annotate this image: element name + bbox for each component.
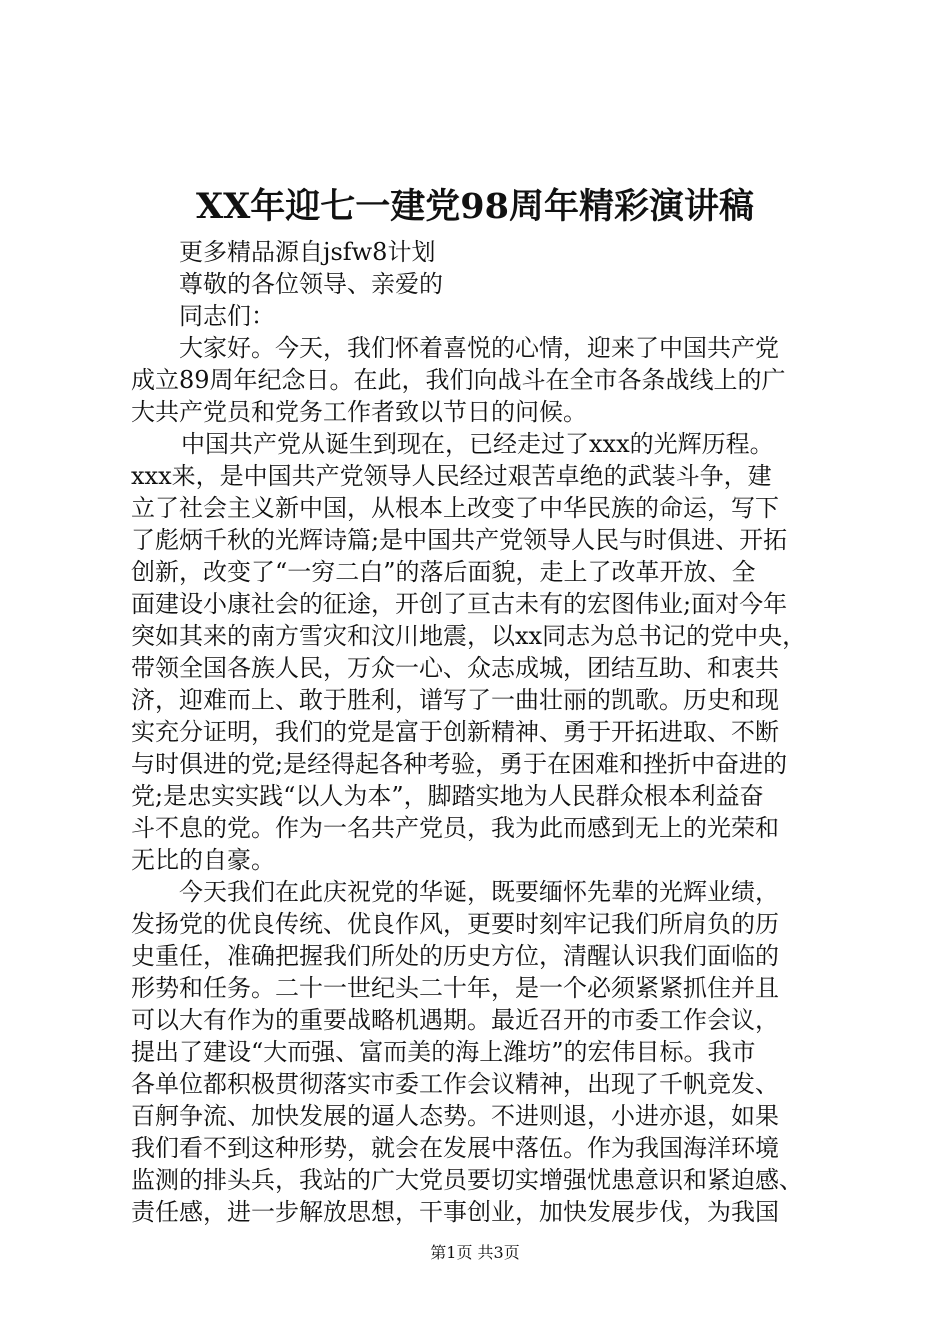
text-line: 发扬党的优良传统、优良作风，更要时刻牢记我们所肩负的历: [131, 910, 779, 938]
text-line: 各单位都积极贯彻落实市委工作会议精神，出现了千帆竞发、: [131, 1070, 779, 1098]
text-line: 今天我们在此庆祝党的华诞，既要缅怀先辈的光辉业绩，: [179, 878, 779, 906]
paragraph-2: [131, 428, 833, 876]
text-line: 实充分证明，我们的党是富于创新精神、勇于开拓进取、不断: [131, 718, 779, 746]
page-footer: 第1页 共3页: [430, 1243, 520, 1262]
paragraph-3: [131, 876, 833, 1228]
text-line: 创新，改变了“一穷二白”的落后面貌，走上了改革开放、全: [131, 558, 756, 586]
text-line: 史重任，准确把握我们所处的历史方位，清醒认识我们面临的: [131, 942, 779, 970]
text-line: 济，迎难而上、敢于胜利，谱写了一曲壮丽的凯歌。历史和现: [131, 686, 779, 714]
text-line: 我们看不到这种形势，就会在发展中落伍。作为我国海洋环境: [131, 1134, 779, 1162]
text-line: 大家好。今天，我们怀着喜悦的心情，迎来了中国共产党: [179, 334, 779, 362]
document-title: XX年迎七一建党98周年精彩演讲稿: [195, 186, 755, 227]
salutation-line: 同志们：: [179, 302, 275, 330]
text-line: 责任感，进一步解放思想，干事创业，加快发展步伐，为我国: [131, 1198, 779, 1226]
intro-line: 更多精品源自jsfw8计划: [179, 238, 436, 266]
text-line: 带领全国各族人民，万众一心、众志成城，团结互助、和衷共: [131, 654, 779, 682]
paragraph-1: [131, 332, 833, 428]
text-line: 中国共产党从诞生到现在，已经走过了xxx的光辉历程。: [181, 430, 774, 458]
text-line: 监测的排头兵，我站的广大党员要切实增强忧患意识和紧迫感、: [131, 1166, 803, 1194]
text-line: 百舸争流、加快发展的逼人态势。不进则退，小进亦退，如果: [131, 1102, 779, 1130]
document-body: [131, 236, 833, 1228]
text-line: 可以大有作为的重要战略机遇期。最近召开的市委工作会议，: [131, 1006, 779, 1034]
text-line: 提出了建设“大而强、富而美的海上潍坊”的宏伟目标。我市: [131, 1038, 756, 1066]
text-line: 了彪炳千秋的光辉诗篇;是中国共产党领导人民与时俱进、开拓: [131, 526, 788, 554]
text-line: 面建设小康社会的征途，开创了亘古未有的宏图伟业;面对今年: [131, 590, 788, 618]
text-line: 立了社会主义新中国，从根本上改变了中华民族的命运，写下: [131, 494, 779, 522]
text-line: 斗不息的党。作为一名共产党员，我为此而感到无上的光荣和: [131, 814, 779, 842]
salutation-line: 尊敬的各位领导、亲爱的: [179, 270, 443, 298]
text-line: xxx来，是中国共产党领导人民经过艰苦卓绝的武装斗争，建: [131, 462, 772, 490]
text-line: 突如其来的南方雪灾和汶川地震，以xx同志为总书记的党中央，: [131, 622, 807, 650]
text-line: 无比的自豪。: [131, 846, 275, 874]
text-line: 党;是忠实实践“以人为本”，脚踏实地为人民群众根本利益奋: [131, 782, 764, 810]
text-line: 成立89周年纪念日。在此，我们向战斗在全市各条战线上的广: [131, 366, 786, 394]
text-line: 与时俱进的党;是经得起各种考验，勇于在困难和挫折中奋进的: [131, 750, 788, 778]
text-line: 大共产党员和党务工作者致以节日的问候。: [131, 398, 587, 426]
text-line: 形势和任务。二十一世纪头二十年，是一个必须紧紧抓住并且: [131, 974, 779, 1002]
